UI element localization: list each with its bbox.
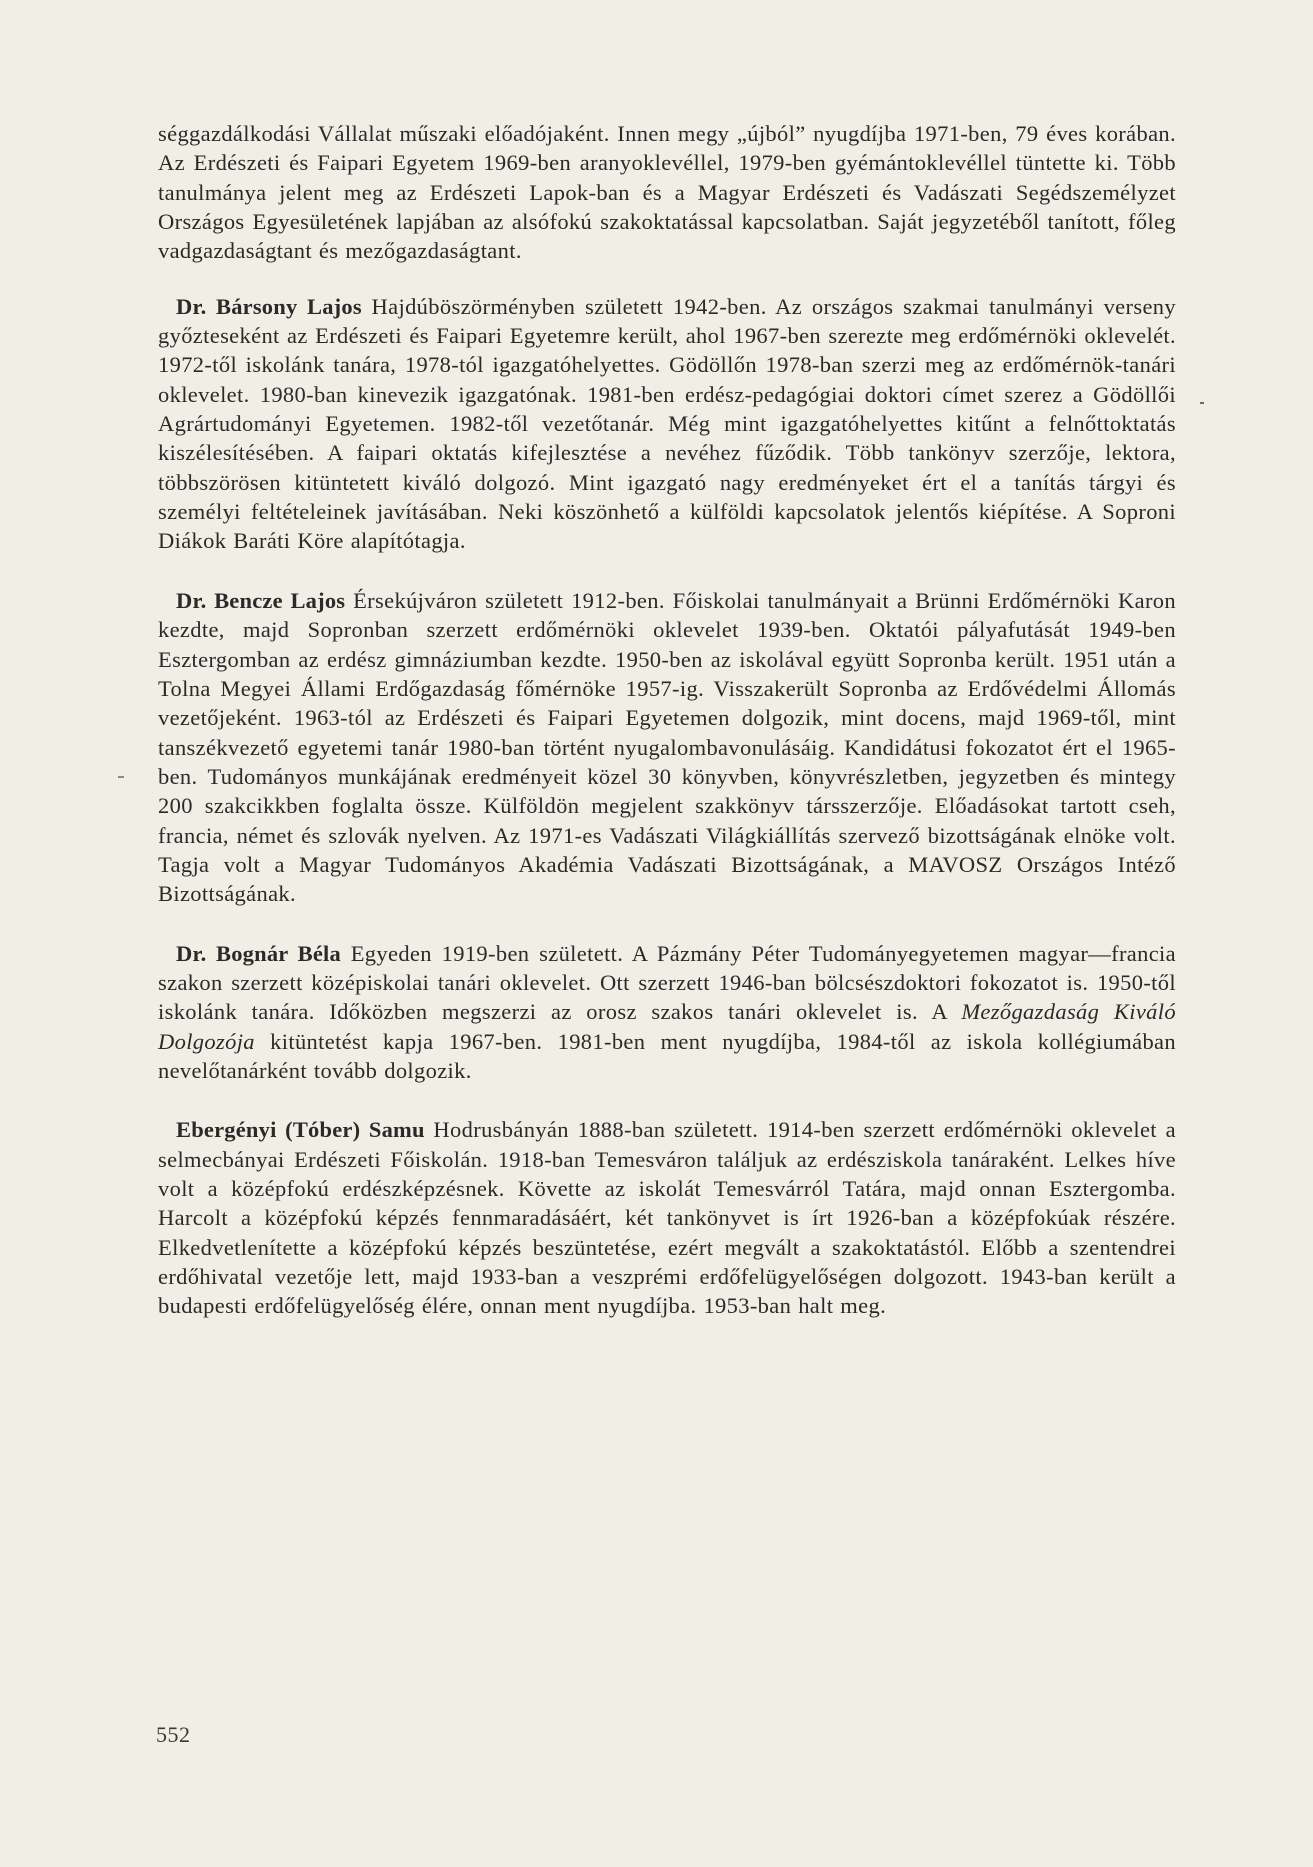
margin-mark	[1200, 402, 1204, 404]
award-title: Mezőgazdaság Kiváló Dolgozója	[158, 999, 1176, 1054]
paragraph-body: Hodrusbányán 1888-ban született. 1914-ben szerzett erdőmérnöki oklevelet a selmecbányai Erdészeti Főiskolán. 1918-ban Temesváron találjuk az erdésziskola tanáraként. Lelkes híve volt a középfokú erdészképzésnek. Követte az iskolát Temesvárról Tatára, majd onnan Esztergomba. Harcolt a középfokú képzés fennmaradásáért, két tankönyvet is írt 1926-ban a középfokúak részére. Elkedvetlenítette a középfokú képzés beszüntetése, ezért megvált a szakoktatástól. Előbb a szentendrei erdőhivatal vezetője lett, majd 1933-ban a veszprémi erdőfelügyelőségen dolgozott. 1943-ban került a budapesti erdőfelügyelőség élére, onnan ment nyugdíjba. 1953-ban halt meg.	[158, 1117, 1176, 1319]
person-name: Dr. Bognár Béla	[176, 940, 341, 966]
margin-mark	[118, 776, 124, 778]
paragraph-bencze-lajos	[158, 586, 1176, 909]
paragraph-body: Hajdúböszörményben született 1942-ben. Az országos szakmai tanulmányi verseny győzteseként az Erdészeti és Faipari Egyetemre került, ahol 1967-ben szerezte meg erdőmérnöki oklevelét. 1972-től iskolánk tanára, 1978-tól igazgatóhelyettes. Gödöllőn 1978-ban szerzi meg az erdőmérnök-tanári oklevelet. 1980-ban kinevezik igazgatónak. 1981-ben erdész-pedagógiai doktori címet szerez a Gödöllői Agrártudományi Egyetemen. 1982-től vezetőtanár. Még mint igazgatóhelyettes kitűnt a felnőttoktatás kiszélesítésében. A faipari oktatás kifejlesztése a nevéhez fűződik. Több tankönyv szerzője, lektora, többszörösen kitüntetett kiváló dolgozó. Mint igazgató nagy eredményeket ért el a tanítás tárgyi és személyi feltételeinek javításában. Neki köszönhető a külföldi kapcsolatok jelentős kiépítése. A Soproni Diákok Baráti Köre alapítótagja.	[158, 293, 1176, 554]
page-number: 552	[156, 1722, 191, 1747]
person-name: Dr. Bencze Lajos	[176, 587, 346, 613]
person-name: Ebergényi (Tóber) Samu	[176, 1117, 425, 1143]
paragraph-ebergenyi-samu	[158, 1115, 1176, 1320]
paragraph-barsony-lajos	[158, 292, 1176, 556]
person-name: Dr. Bársony Lajos	[176, 293, 362, 319]
paragraph-bognar-bela	[158, 939, 1176, 1086]
text-column	[158, 119, 1176, 1321]
paragraph-body: Egyeden 1919-ben született. A Pázmány Péter Tudományegyetemen magyar—francia szakon szerzett középiskolai tanári oklevelet. Ott szerzett 1946-ban bölcsészdoktori fokozatot is. 1950-től iskolánk tanára. Időközben megszerzi az orosz szakos tanári oklevelet is. A	[158, 940, 1176, 1025]
paragraph-body: Érsekújváron született 1912-ben. Főiskolai tanulmányait a Brünni Erdőmérnöki Karon kezdte, majd Sopronban szerzett erdőmérnöki oklevelet 1939-ben. Oktatói pályafutását 1949-ben Esztergomban az erdész gimnáziumban kezdte. 1950-ben az iskolával együtt Sopronba került. 1951 után a Tolna Megyei Állami Erdőgazdaság főmérnöke 1957-ig. Visszakerült Sopronba az Erdővédelmi Állomás vezetőjeként. 1963-tól az Erdészeti és Faipari Egyetemen dolgozik, mint docens, majd 1969-től, mint tanszékvezető egyetemi tanár 1980-ban történt nyugalombavonulásáig. Kandidátusi fokozatot ért el 1965-ben. Tudományos munkájának eredményeit közel 30 könyvben, könyvrészletben, jegyzetben és mintegy 200 szakcikkben foglalta össze. Külföldön megjelent szakkönyv társszerzője. Előadásokat tartott cseh, francia, német és szlovák nyelven. Az 1971-es Vadászati Világkiállítás szervező bizottságának elnöke volt. Tagja volt a Magyar Tudományos Akadémia Vadászati Bizottságának, a MAVOSZ Országos Intéző Bizottságának.	[158, 587, 1177, 907]
paragraph-body-continued: kitüntetést kapja 1967-ben. 1981-ben ment nyugdíjba, 1984-től az iskola kollégiumában nevelőtanárként tovább dolgozik.	[158, 1028, 1176, 1083]
paragraph-continuation: séggazdálkodási Vállalat műszaki előadójaként. Innen megy „újból” nyugdíjba 1971-ben, 79 éves korában. Az Erdészeti és Faipari Egyetem 1969-ben aranyoklevéllel, 1979-ben gyémántoklevéllel tüntette ki. Több tanulmánya jelent meg az Erdészeti Lapok-ban és a Magyar Erdészeti és Vadászati Segédszemélyzet Országos Egyesületének lapjában az alsófokú szakoktatással kapcsolatban. Saját jegyzetéből tanított, főleg vadgazdaságtant és mezőgazdaságtant.	[158, 121, 1176, 264]
